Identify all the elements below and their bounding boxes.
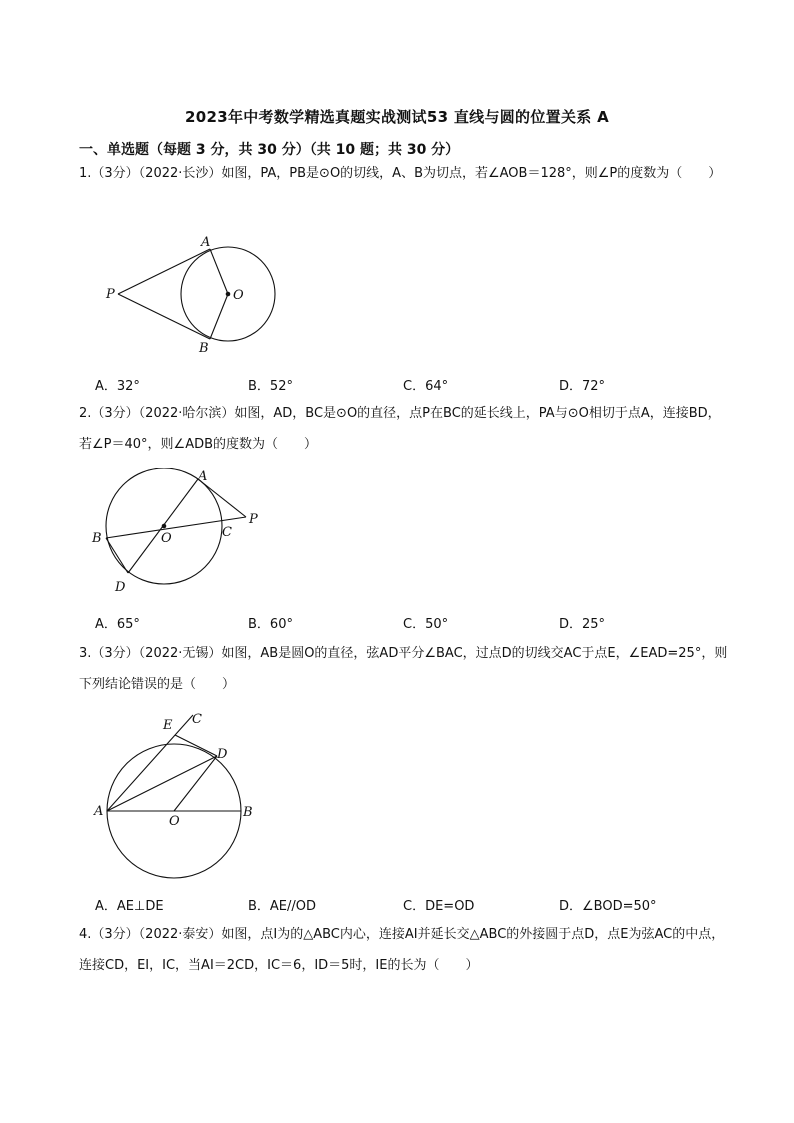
- q1-label-p: P: [106, 287, 115, 302]
- q3-option-a[interactable]: A．AE⊥DE: [95, 899, 164, 914]
- q1-option-d[interactable]: D．72°: [559, 379, 606, 394]
- q1-option-c[interactable]: C．64°: [403, 379, 449, 394]
- q1-radius-ob: [210, 294, 228, 339]
- q1-option-a[interactable]: A．32°: [95, 379, 140, 394]
- q3-chord-ac: [107, 715, 193, 811]
- q3-radius-od: [174, 756, 217, 811]
- q2-chord-bd: [106, 538, 128, 573]
- q2-option-b[interactable]: B．60°: [248, 617, 293, 632]
- question-4-text: 4.（3分）（2022·泰安）如图，点I为的△ABC内心，连接AI并延长交△ABC的外接圆于点D，点E为弦AC的中点，连接CD，EI，IC，当AI＝2CD，IC＝6，ID＝5时，IE的长为（ ）: [79, 927, 725, 973]
- q3-label-o: O: [169, 814, 180, 829]
- q3-option-c[interactable]: C．DE=OD: [403, 899, 475, 914]
- q1-label-b: B: [199, 341, 209, 356]
- q2-center-dot: [162, 524, 167, 529]
- q1-label-o: O: [233, 288, 244, 303]
- q3-label-d: D: [217, 747, 228, 762]
- q3-chord-ad: [107, 756, 217, 811]
- q3-tangent-ed: [175, 735, 217, 756]
- q1-tangent-pa: [118, 249, 210, 294]
- q2-option-a[interactable]: A．65°: [95, 617, 140, 632]
- question-3-text: 3.（3分）（2022·无锡）如图，AB是圆O的直径，弦AD平分∠BAC，过点D的切线交AC于点E，∠EAD=25°，则下列结论错误的是（ ）: [79, 646, 728, 692]
- q2-label-a: A: [198, 469, 208, 484]
- question-2-text: 2.（3分）（2022·哈尔滨）如图，AD，BC是⊙O的直径，点P在BC的延长线上，PA与⊙O相切于点A，连接BD，若∠P＝40°，则∠ADB的度数为（ ）: [79, 406, 721, 452]
- q2-option-d[interactable]: D．25°: [559, 617, 606, 632]
- question-3-figure: [90, 708, 260, 883]
- q3-label-c: C: [192, 712, 202, 727]
- q2-label-d: D: [115, 580, 126, 595]
- q2-label-b: B: [92, 531, 102, 546]
- q1-center-dot: [226, 292, 231, 297]
- q2-option-c[interactable]: C．50°: [403, 617, 449, 632]
- q1-option-b[interactable]: B．52°: [248, 379, 293, 394]
- q3-option-d[interactable]: D．∠BOD=50°: [559, 899, 657, 914]
- q1-tangent-pb: [118, 294, 210, 339]
- question-1-figure: [100, 232, 290, 357]
- q3-label-e: E: [163, 718, 173, 733]
- q2-label-c: C: [222, 525, 232, 540]
- q2-label-p: P: [249, 512, 258, 527]
- q1-radius-oa: [210, 249, 228, 294]
- page-title: 2023年中考数学精选真题实战测试53 直线与圆的位置关系 A: [185, 108, 609, 126]
- q2-label-o: O: [161, 531, 172, 546]
- section-heading: 一、单选题（每题 3 分，共 30 分）（共 10 题；共 30 分）: [79, 142, 460, 158]
- question-2-figure: [88, 468, 268, 596]
- q2-tangent-pa: [198, 479, 246, 517]
- q1-label-a: A: [201, 235, 211, 250]
- q3-label-a: A: [94, 804, 104, 819]
- q3-label-b: B: [243, 805, 253, 820]
- q3-option-b[interactable]: B．AE//OD: [248, 899, 317, 914]
- question-1-text: 1.（3分）（2022·长沙）如图，PA，PB是⊙O的切线，A、B为切点，若∠AOB＝128°，则∠P的度数为（ ）: [79, 166, 722, 181]
